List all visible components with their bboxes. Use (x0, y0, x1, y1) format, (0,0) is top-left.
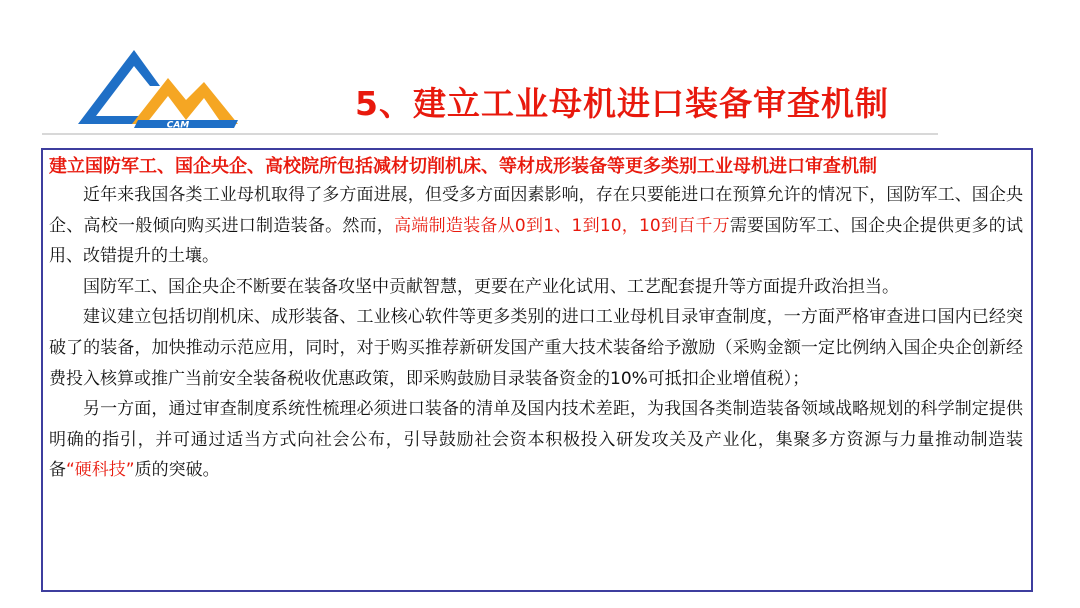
paragraph-2: 国防军工、国企央企不断要在装备攻坚中贡献智慧，更要在产业化试用、工艺配套提升等方面提升政治担当。 (83, 276, 899, 297)
content-box (41, 148, 1033, 592)
paragraph-1-text-a: 近年来我国各类工业母机取得了多方面进展，但受多方面因素影响，存在只要能进口在预算允许的情况下，国防军工、国企央企、高校一般倾向购买进口制造装备。然而， (49, 185, 1023, 236)
slide-title: 5、建立工业母机进口装备审查机制 (355, 84, 889, 123)
section-heading: 建立国防军工、国企央企、高校院所包括减材切削机床、等材成形装备等更多类别工业母机进口审查机制 (49, 156, 877, 177)
title-divider (42, 133, 938, 135)
paragraph-1-highlight: 高端制造装备从0到1、1到10，10到百千万 (394, 215, 730, 236)
paragraph-1-text-b: 需要国防军工、国企央企提供更多的试用、改错提升的土壤。 (49, 215, 1024, 267)
logo-text: CAM (166, 120, 190, 131)
paragraph-4-text-b: 质的突破。 (134, 460, 220, 481)
paragraph-4 (49, 394, 1023, 486)
cam-logo (74, 44, 240, 132)
paragraph-4-text-a: 另一方面，通过审查制度系统性梳理必须进口装备的清单及国内技术差距，为我国各类制造装备领域战略规划的科学制定提供明确的指引，并可通过适当方式向社会公布，引导鼓励社会资本积极投入研发攻关及产业化，集聚多方资源与力量推动制造装备 (49, 399, 1023, 481)
cam-logo-mark (74, 44, 240, 132)
paragraph-1 (49, 180, 1023, 272)
paragraph-3: 建议建立包括切削机床、成形装备、工业核心软件等更多类别的进口工业母机目录审查制度，一方面严格审查进口国内已经突破了的装备，加快推动示范应用，同时，对于购买推荐新研发国产重大技术装备给予激励（采购金额一定比例纳入国企央企创新经费投入核算或推广当前安全装备税收优惠政策，即采购鼓励目录装备资金的10%可抵扣企业增值税）； (49, 307, 1023, 389)
paragraph-4-highlight: “硬科技” (66, 460, 135, 481)
